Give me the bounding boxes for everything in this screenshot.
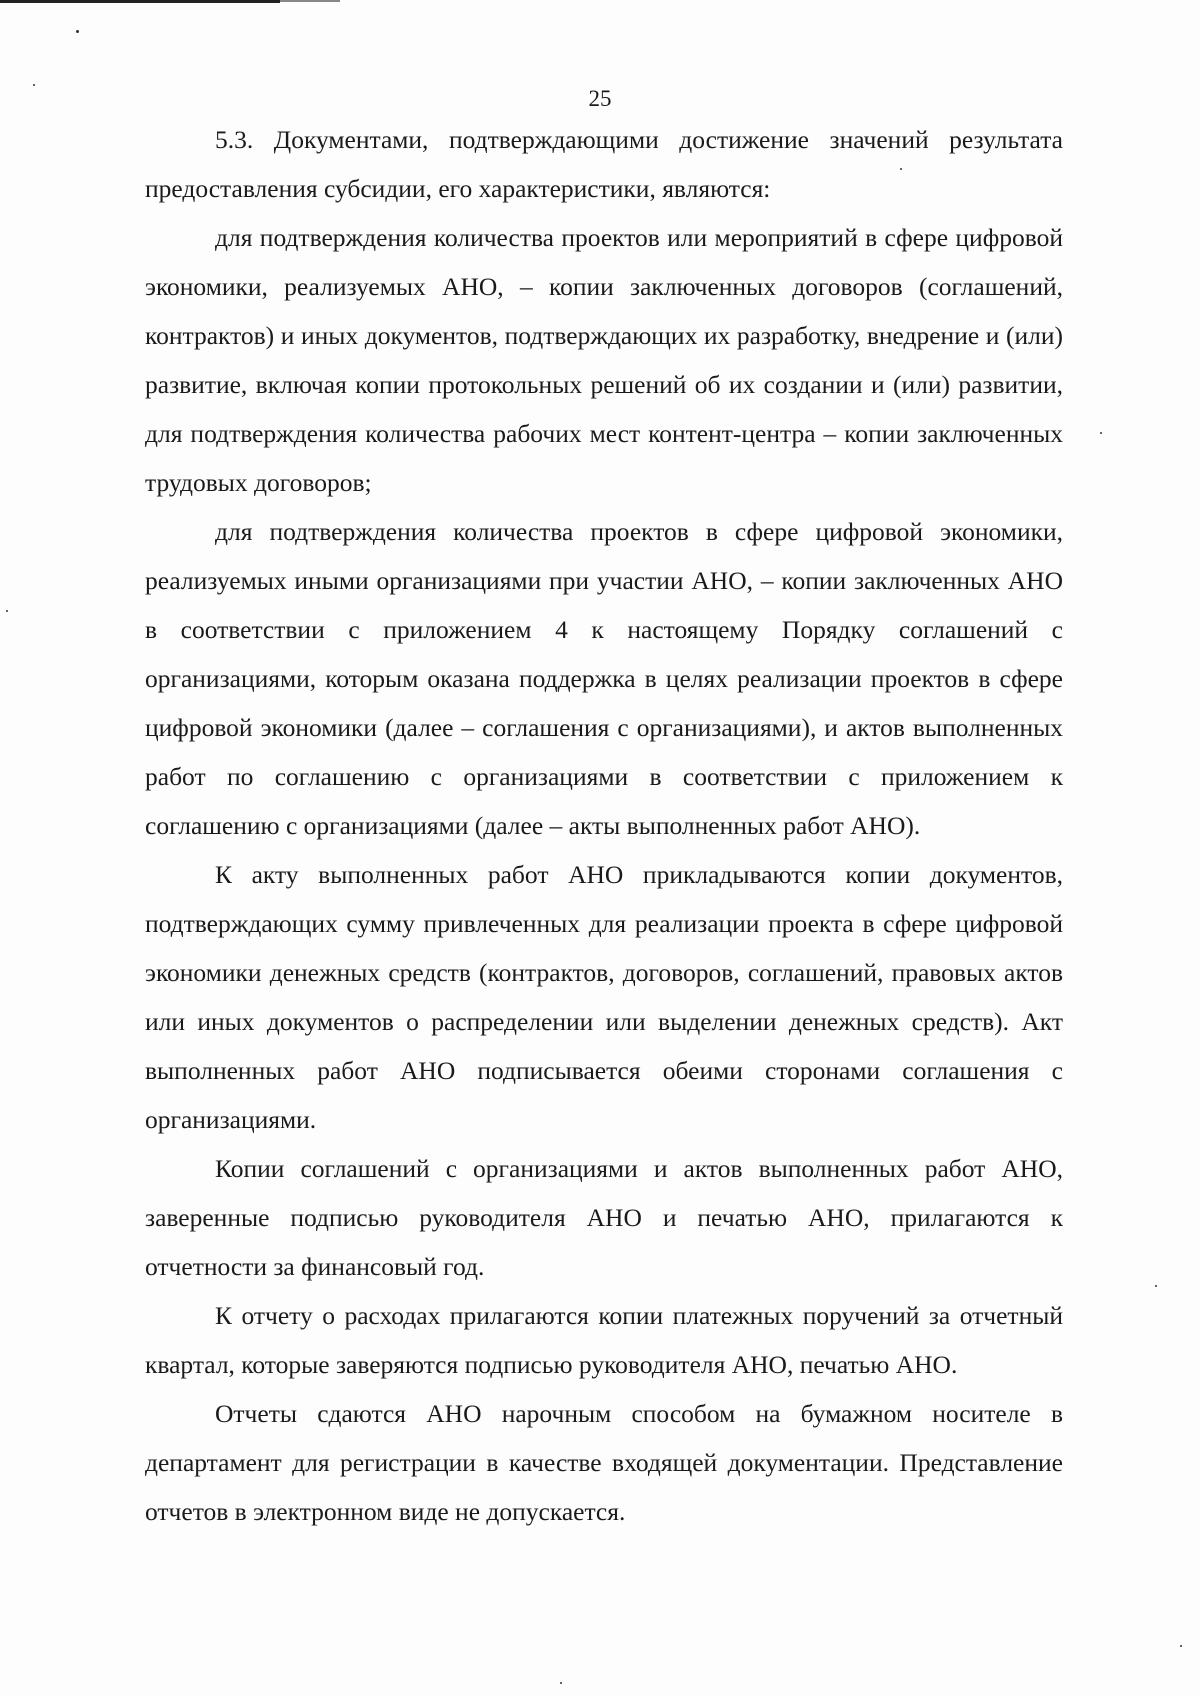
paragraph-projects-other-orgs: для подтверждения количества проектов в сфере цифровой экономики, реализуемых иными организациями при участии АНО, – копии заключенных АНО в соответствии с приложением 4 к настоящему Порядку соглашений с организациями, которым оказана поддержка в целях реализации проектов в сфере цифровой экономики (далее – соглашения с организациями), и актов выполненных работ по соглашению с организациями в соответствии с приложением к соглашению с организациями (далее – акты выполненных работ АНО). (145, 517, 1063, 840)
document-body (145, 115, 1063, 1536)
scan-speck (1100, 432, 1102, 434)
paragraph-5-3: 5.3. Документами, подтверждающими достижение значений результата предоставления субсидии, его характеристики, являются: (145, 125, 1063, 203)
paragraph-certified-copies: Копии соглашений с организациями и актов выполненных работ АНО, заверенные подписью руководителя АНО и печатью АНО, прилагаются к отчетности за финансовый год. (145, 1154, 1063, 1281)
scan-speck (1180, 1645, 1182, 1647)
scan-speck (6, 610, 8, 612)
paragraph-projects-ano: для подтверждения количества проектов или мероприятий в сфере цифровой экономики, реализуемых АНО, – копии заключенных договоров (соглашений, контрактов) и иных документов, подтверждающих их разработку, внедрение и (или) развитие, включая копии протокольных решений об их создании и (или) развитии, для подтверждения количества рабочих мест контент-центра – копии заключенных трудовых договоров; (145, 223, 1063, 497)
paragraph-act-attachments: К акту выполненных работ АНО прикладываются копии документов, подтверждающих сумму привлеченных для реализации проекта в сфере цифровой экономики денежных средств (контрактов, договоров, соглашений, правовых актов или иных документов о распределении или выделении денежных средств). Акт выполненных работ АНО подписывается обеими сторонами соглашения с организациями. (145, 860, 1063, 1134)
paragraph-submission-method: Отчеты сдаются АНО нарочным способом на бумажном носителе в департамент для регистрации в качестве входящей документации. Представление отчетов в электронном виде не допускается. (145, 1399, 1063, 1526)
scan-speck (76, 30, 79, 33)
scan-speck (560, 1682, 562, 1684)
page-number: 25 (588, 86, 612, 111)
scan-edge-line (0, 0, 280, 3)
paragraph-expense-report: К отчету о расходах прилагаются копии платежных поручений за отчетный квартал, которые заверяются подписью руководителя АНО, печатью АНО. (145, 1301, 1063, 1379)
scan-edge-line-faint (280, 0, 340, 2)
scan-speck (1155, 1285, 1157, 1287)
